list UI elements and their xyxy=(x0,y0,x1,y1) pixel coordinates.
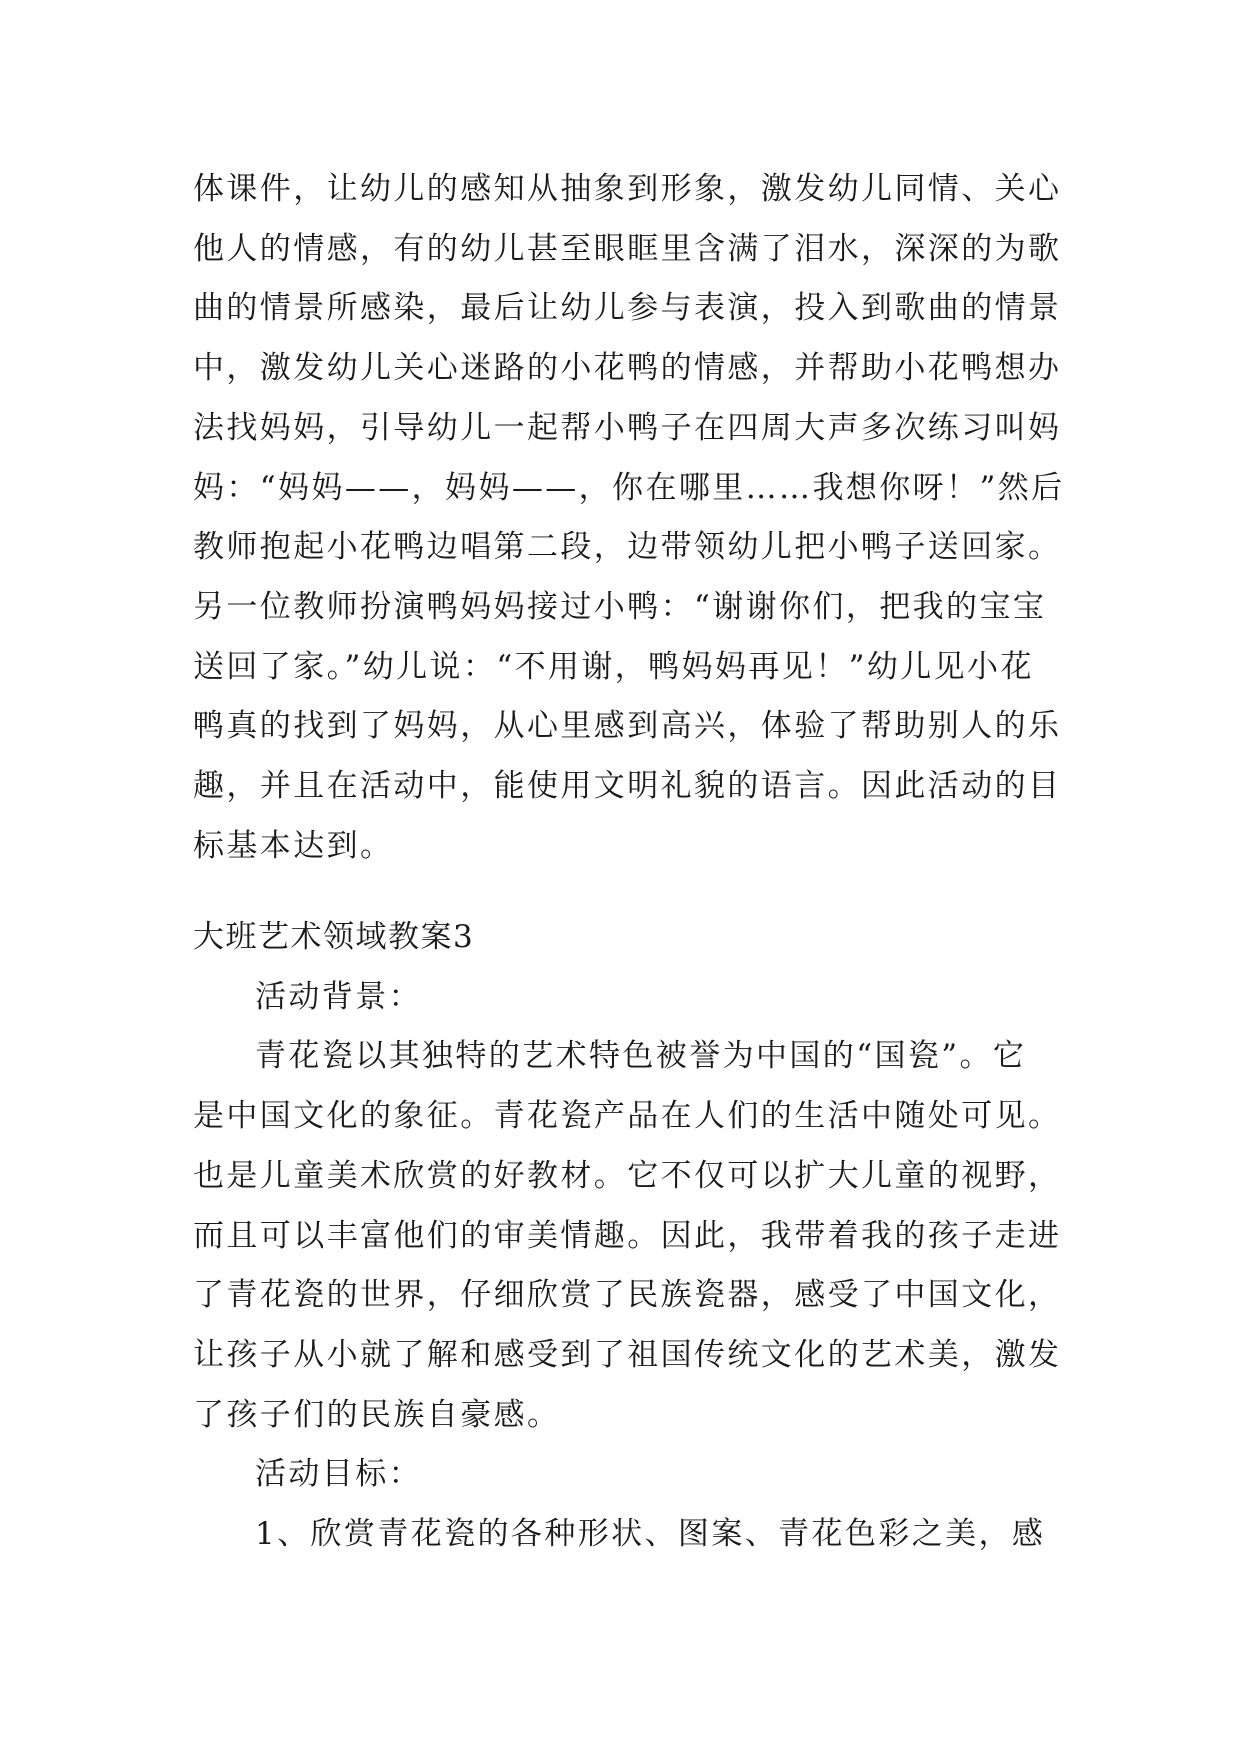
background-line: 青花瓷以其独特的艺术特色被誉为中国的“国瓷”。它 xyxy=(255,1038,1027,1075)
section-title: 大班艺术领域教案3 xyxy=(193,919,475,955)
paragraph-line: 教师抱起小花鸭边唱第二段，边带领幼儿把小鸭子送回家。 xyxy=(193,529,1062,566)
background-line: 了孩子们的民族自豪感。 xyxy=(193,1396,561,1433)
goal-line: 1、欣赏青花瓷的各种形状、图案、青花色彩之美，感 xyxy=(255,1516,1046,1553)
paragraph-line: 曲的情景所感染，最后让幼儿参与表演，投入到歌曲的情景 xyxy=(193,290,1062,327)
paragraph-line: 他人的情感，有的幼儿甚至眼眶里含满了泪水，深深的为歌 xyxy=(193,230,1062,267)
background-line: 让孩子从小就了解和感受到了祖国传统文化的艺术美，激发 xyxy=(193,1336,1062,1373)
paragraph-line: 鸭真的找到了妈妈，从心里感到高兴，体验了帮助别人的乐 xyxy=(193,708,1062,745)
lesson-plan-section xyxy=(193,908,1062,1565)
background-line: 而且可以丰富他们的审美情趣。因此，我带着我的孩子走进 xyxy=(193,1217,1062,1254)
goals-heading: 活动目标： xyxy=(255,1456,422,1493)
background-heading: 活动背景： xyxy=(255,978,422,1015)
paragraph-line: 趣，并且在活动中，能使用文明礼貌的语言。因此活动的目 xyxy=(193,768,1062,805)
paragraph-line: 妈：“妈妈——，妈妈——，你在哪里……我想你呀！”然后 xyxy=(193,469,1065,506)
background-line: 了青花瓷的世界，仔细欣赏了民族瓷器，感受了中国文化， xyxy=(193,1277,1062,1314)
paragraph-line: 法找妈妈，引导幼儿一起帮小鸭子在四周大声多次练习叫妈 xyxy=(193,409,1062,446)
background-line: 是中国文化的象征。青花瓷产品在人们的生活中随处可见。 xyxy=(193,1098,1062,1135)
background-line: 也是儿童美术欣赏的好教材。它不仅可以扩大儿童的视野， xyxy=(193,1157,1062,1194)
paragraph-line: 中，激发幼儿关心迷路的小花鸭的情感，并帮助小花鸭想办 xyxy=(193,350,1062,387)
paragraph-line: 送回了家。”幼儿说：“不用谢，鸭妈妈再见！”幼儿见小花 xyxy=(193,648,1034,685)
paragraph-line: 另一位教师扮演鸭妈妈接过小鸭：“谢谢你们，把我的宝宝 xyxy=(193,588,1047,625)
paragraph-line: 体课件，让幼儿的感知从抽象到形象，激发幼儿同情、关心 xyxy=(193,171,1062,207)
continued-paragraph xyxy=(193,160,1065,876)
paragraph-line: 标基本达到。 xyxy=(193,827,394,864)
